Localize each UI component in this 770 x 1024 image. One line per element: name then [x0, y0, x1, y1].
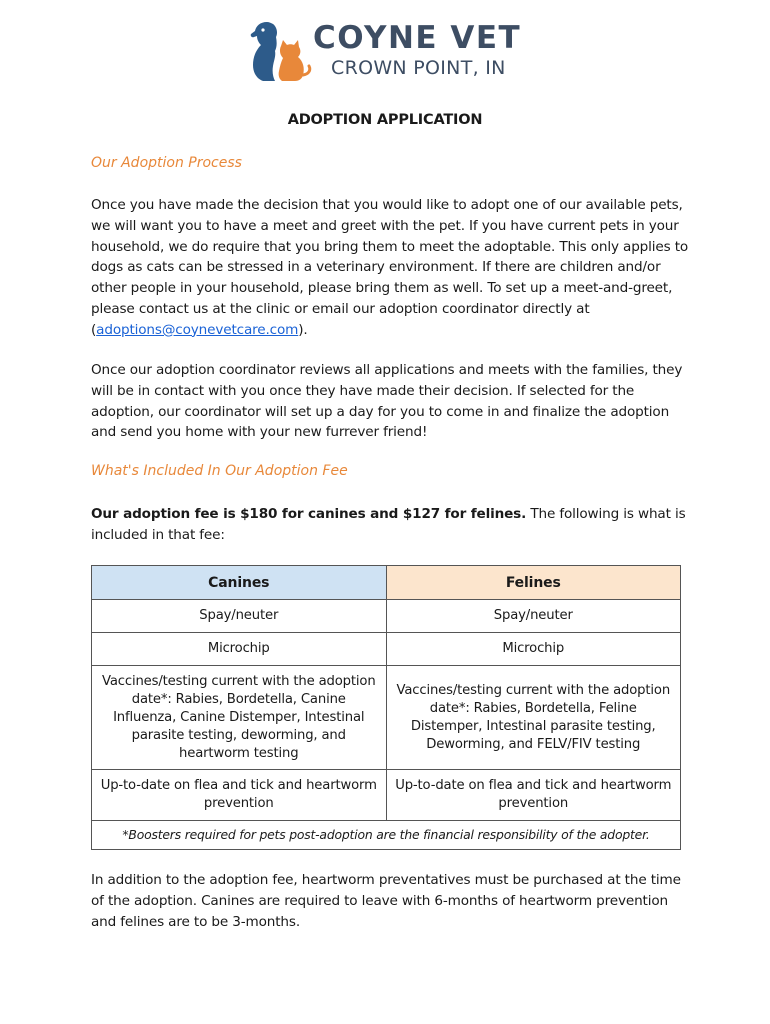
email-link[interactable]: adoptions@coynevetcare.com	[96, 321, 299, 338]
fee-bold-text: Our adoption fee is $180 for canines and $127 for felines.	[91, 506, 527, 522]
table-row	[92, 600, 681, 633]
fee-table	[91, 565, 681, 850]
table-cell: Microchip	[92, 633, 387, 666]
table-note-row	[92, 821, 681, 850]
table-cell: Up-to-date on flea and tick and heartworm prevention	[92, 770, 387, 821]
closing-paragraph: In addition to the adoption fee, heartworm preventatives must be purchased at the time of the adoption. Canines are required to leave with 6-months of heartworm prevention and felines are to be 3-months.	[91, 872, 681, 930]
fee-paragraph	[91, 504, 691, 546]
fee-heading: What's Included In Our Adoption Fee	[91, 463, 348, 479]
table-cell: Up-to-date on flea and tick and heartworm prevention	[386, 770, 681, 821]
table-footnote: *Boosters required for pets post-adoption are the financial responsibility of the adopter.	[92, 821, 681, 850]
table-cell: Spay/neuter	[386, 600, 681, 633]
brand-location: CROWN POINT, IN	[331, 57, 506, 79]
process-text: Once you have made the decision that you would like to adopt one of our available pets, we will want you to have a meet and greet with the pet. If you have current pets in your household, we do require that you bring them to meet the adoptable. This only applies to dogs as cats can be stressed in a veterinary environment. If there are children and/or other people in your household, please bring them as well. To set up a meet-and-greet, please contact us at the clinic or email our adoption coordinator directly at (	[91, 197, 689, 338]
dog-cat-logo-icon	[245, 16, 315, 86]
logo	[245, 16, 525, 88]
header-felines: Felines	[386, 566, 681, 600]
table-cell: Vaccines/testing current with the adoption date*: Rabies, Bordetella, Feline Distemper, Intestinal parasite testing, Deworming, and FELV/FIV testing	[386, 666, 681, 770]
table-header-row	[92, 566, 681, 600]
table-cell: Microchip	[386, 633, 681, 666]
process-heading: Our Adoption Process	[91, 155, 242, 171]
table-row	[92, 666, 681, 770]
brand-name: COYNE VET	[313, 20, 522, 56]
table-row	[92, 770, 681, 821]
process-paragraph-2: Once our adoption coordinator reviews all applications and meets with the families, they will be in contact with you once they have made their decision. If selected for the adoption, our coordinator will set up a day for you to come in and finalize the adoption and send you home with your new furrever friend!	[91, 362, 683, 441]
process-text-end: ).	[298, 321, 308, 338]
header-canines: Canines	[92, 566, 387, 600]
table-cell: Spay/neuter	[92, 600, 387, 633]
table-row	[92, 633, 681, 666]
fee-rest-text: The following is what is included in that fee:	[91, 506, 686, 543]
table-cell: Vaccines/testing current with the adoption date*: Rabies, Bordetella, Canine Influenza, Canine Distemper, Intestinal parasite testing, deworming, and heartworm testing	[92, 666, 387, 770]
process-paragraph-1	[91, 195, 691, 341]
page-title: ADOPTION APPLICATION	[287, 112, 483, 128]
